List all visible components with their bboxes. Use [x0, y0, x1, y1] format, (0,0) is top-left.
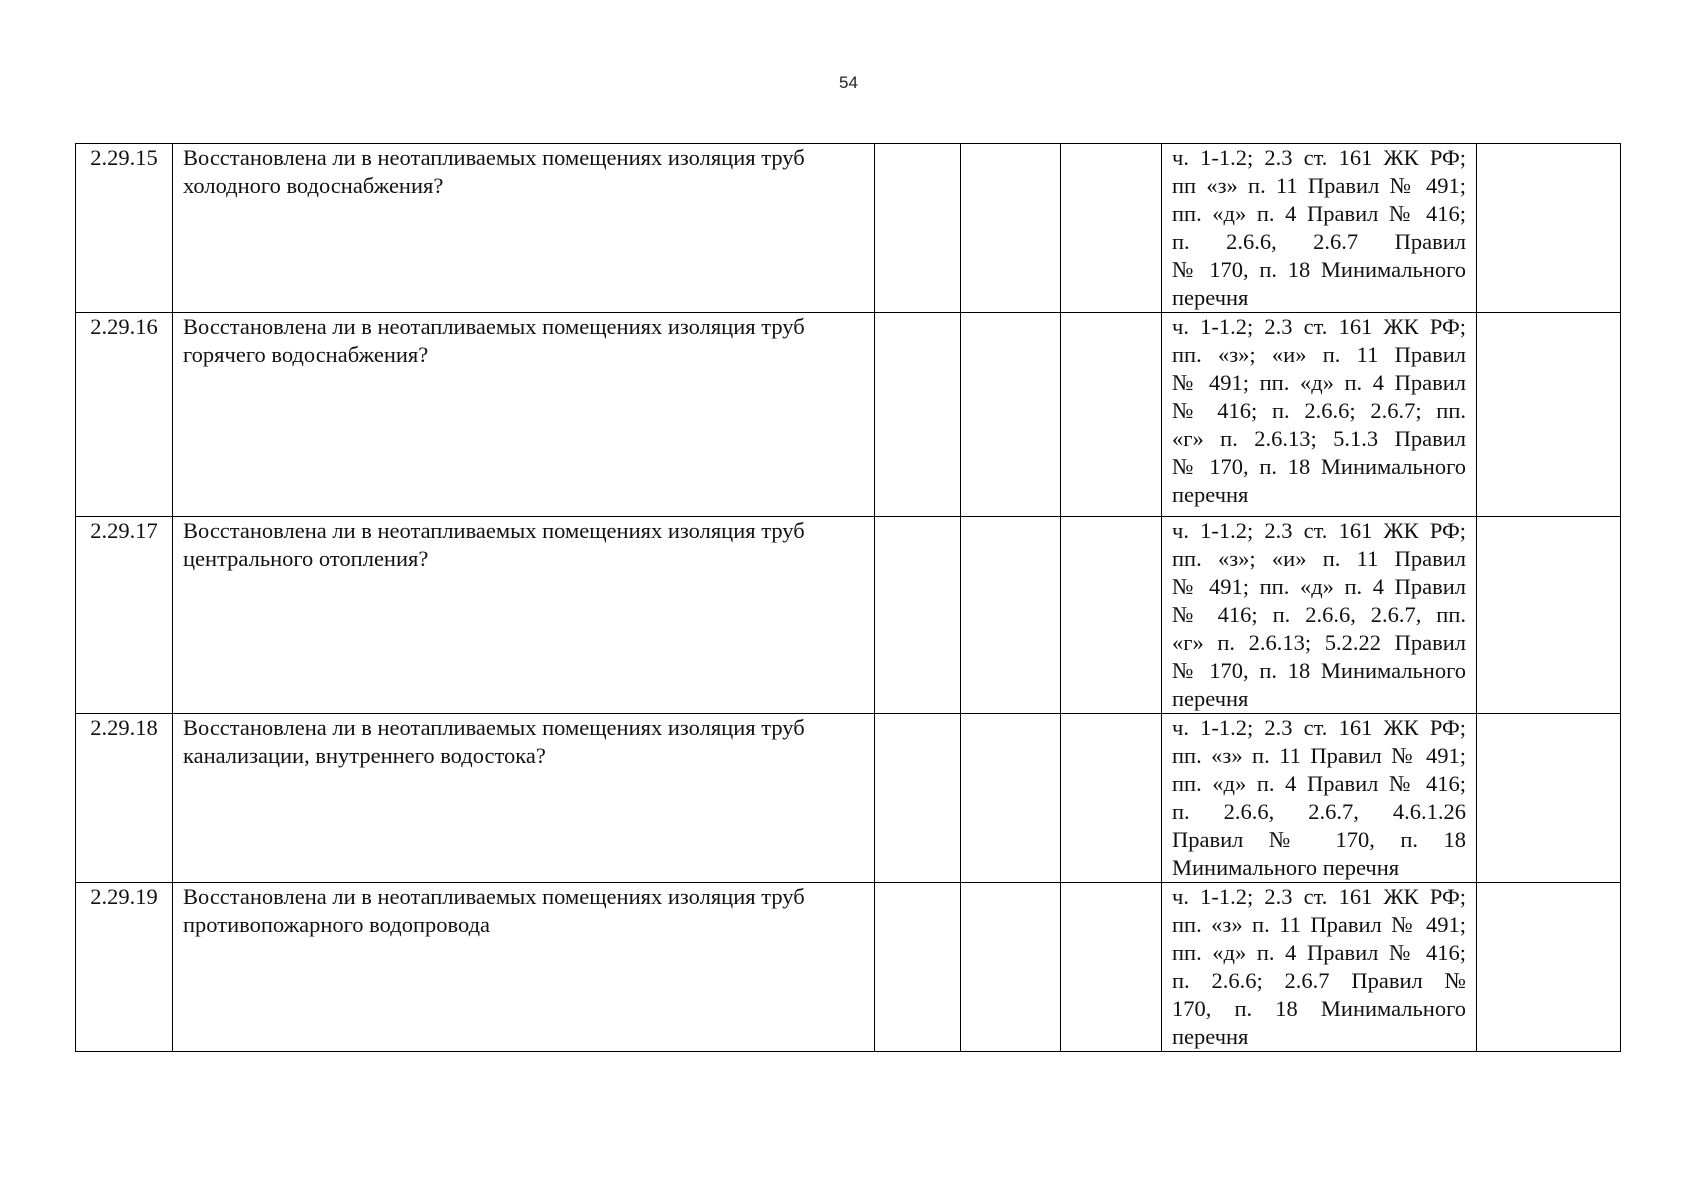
reference-line: № 416; п. 2.6.6, 2.6.7, пп.	[1172, 602, 1466, 627]
reference-line: п. 2.6.6, 2.6.7, 4.6.1.26	[1172, 799, 1466, 824]
reference-line: № 170, п. 18 Минимального	[1172, 454, 1466, 479]
reference-line: № 170, п. 18 Минимального	[1172, 658, 1466, 683]
reference-line: перечня	[1172, 482, 1249, 507]
item-number-cell: 2.29.19	[76, 883, 173, 1052]
answer-yes-cell	[875, 517, 961, 714]
reference-line: пп. «з»; «и» п. 11 Правил	[1172, 342, 1466, 367]
reference-line: «г» п. 2.6.13; 5.2.22 Правил	[1172, 630, 1466, 655]
question-cell: Восстановлена ли в неотапливаемых помещениях изоляция труб противопожарного водопровода	[173, 883, 875, 1052]
reference-line: ч. 1-1.2; 2.3 ст. 161 ЖК РФ;	[1172, 145, 1466, 170]
not-applicable-cell	[1061, 313, 1162, 517]
reference-line: ч. 1-1.2; 2.3 ст. 161 ЖК РФ;	[1172, 518, 1466, 543]
answer-no-cell	[961, 517, 1061, 714]
reference-line: п. 2.6.6; 2.6.7 Правил №	[1172, 968, 1466, 993]
answer-yes-cell	[875, 313, 961, 517]
not-applicable-cell	[1061, 144, 1162, 313]
table-row	[76, 714, 1621, 883]
note-cell	[1477, 517, 1621, 714]
reference-line: пп. «з» п. 11 Правил № 491;	[1172, 912, 1466, 937]
answer-yes-cell	[875, 714, 961, 883]
reference-line: № 416; п. 2.6.6; 2.6.7; пп.	[1172, 398, 1466, 423]
answer-no-cell	[961, 144, 1061, 313]
question-cell: Восстановлена ли в неотапливаемых помещениях изоляция труб горячего водоснабжения?	[173, 313, 875, 517]
table-row	[76, 313, 1621, 517]
reference-line: ч. 1-1.2; 2.3 ст. 161 ЖК РФ;	[1172, 884, 1466, 909]
answer-no-cell	[961, 883, 1061, 1052]
reference-line: пп. «з» п. 11 Правил № 491;	[1172, 743, 1466, 768]
question-cell: Восстановлена ли в неотапливаемых помещениях изоляция труб холодного водоснабжения?	[173, 144, 875, 313]
note-cell	[1477, 883, 1621, 1052]
not-applicable-cell	[1061, 517, 1162, 714]
table-row	[76, 883, 1621, 1052]
reference-line: «г» п. 2.6.13; 5.1.3 Правил	[1172, 426, 1466, 451]
answer-yes-cell	[875, 144, 961, 313]
reference-line: № 170, п. 18 Минимального	[1172, 257, 1466, 282]
not-applicable-cell	[1061, 883, 1162, 1052]
legal-reference-cell	[1162, 313, 1477, 517]
item-number-cell: 2.29.17	[76, 517, 173, 714]
item-number-cell: 2.29.16	[76, 313, 173, 517]
reference-line: Правил № 170, п. 18	[1172, 827, 1466, 852]
not-applicable-cell	[1061, 714, 1162, 883]
answer-no-cell	[961, 313, 1061, 517]
question-cell: Восстановлена ли в неотапливаемых помещениях изоляция труб канализации, внутреннего водостока?	[173, 714, 875, 883]
reference-line: ч. 1-1.2; 2.3 ст. 161 ЖК РФ;	[1172, 715, 1466, 740]
reference-line: пп. «д» п. 4 Правил № 416;	[1172, 201, 1466, 226]
legal-reference-cell	[1162, 144, 1477, 313]
reference-line: ч. 1-1.2; 2.3 ст. 161 ЖК РФ;	[1172, 314, 1466, 339]
legal-reference-cell	[1162, 517, 1477, 714]
checklist-body	[76, 144, 1621, 1052]
page-number: 54	[839, 73, 858, 92]
legal-reference-cell	[1162, 714, 1477, 883]
reference-line: перечня	[1172, 285, 1249, 310]
reference-line: № 491; пп. «д» п. 4 Правил	[1172, 574, 1466, 599]
reference-line: перечня	[1172, 1024, 1249, 1049]
note-cell	[1477, 313, 1621, 517]
reference-line: Минимального перечня	[1172, 855, 1400, 880]
table-row	[76, 144, 1621, 313]
reference-line: п. 2.6.6, 2.6.7 Правил	[1172, 229, 1466, 254]
table-row	[76, 517, 1621, 714]
item-number-cell: 2.29.18	[76, 714, 173, 883]
reference-line: пп «з» п. 11 Правил № 491;	[1172, 173, 1466, 198]
legal-reference-cell	[1162, 883, 1477, 1052]
reference-line: № 491; пп. «д» п. 4 Правил	[1172, 370, 1466, 395]
question-cell: Восстановлена ли в неотапливаемых помещениях изоляция труб центрального отопления?	[173, 517, 875, 714]
reference-line: пп. «з»; «и» п. 11 Правил	[1172, 546, 1466, 571]
answer-yes-cell	[875, 883, 961, 1052]
reference-line: 170, п. 18 Минимального	[1172, 996, 1466, 1021]
reference-line: пп. «д» п. 4 Правил № 416;	[1172, 771, 1466, 796]
note-cell	[1477, 714, 1621, 883]
reference-line: перечня	[1172, 686, 1249, 711]
answer-no-cell	[961, 714, 1061, 883]
item-number-cell: 2.29.15	[76, 144, 173, 313]
note-cell	[1477, 144, 1621, 313]
reference-line: пп. «д» п. 4 Правил № 416;	[1172, 940, 1466, 965]
checklist-table	[75, 143, 1621, 1052]
